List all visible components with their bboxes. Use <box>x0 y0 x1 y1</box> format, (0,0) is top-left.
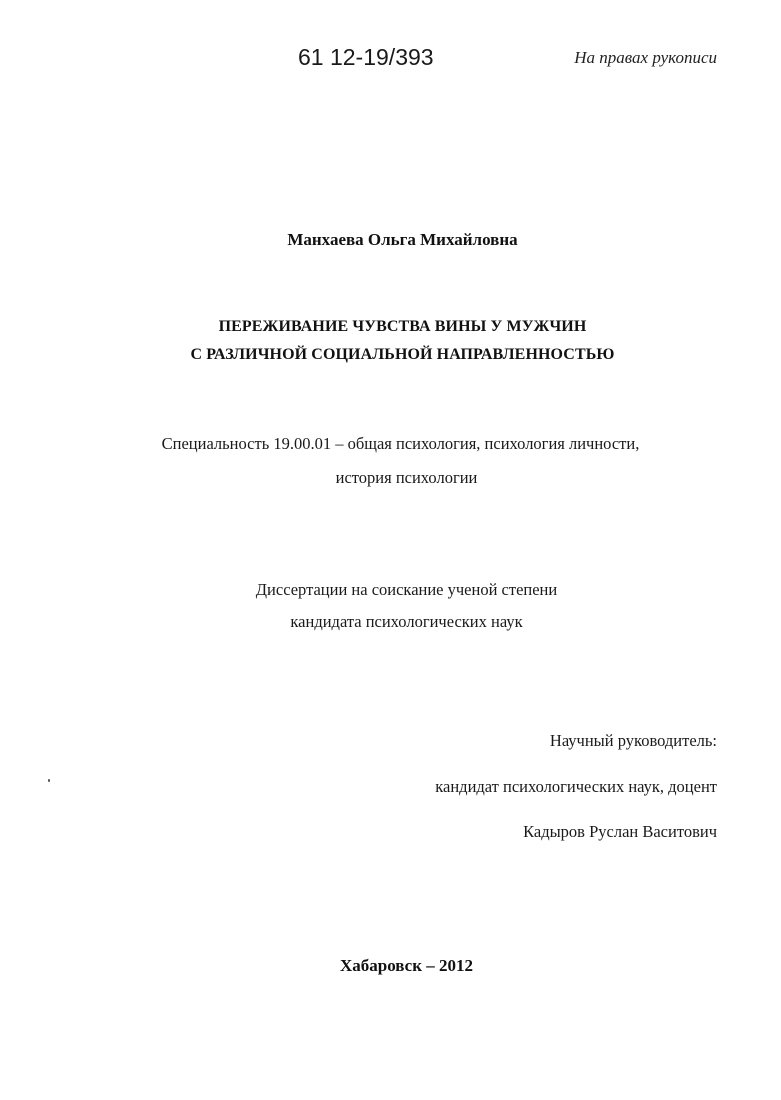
scan-speck <box>48 779 50 782</box>
degree-line-1: Диссертации на соискание ученой степени <box>255 580 558 599</box>
supervisor-title: кандидат психологических наук, доцент <box>435 777 717 796</box>
specialty-line-1: Специальность 19.00.01 – общая психология, психология личности, <box>161 434 640 453</box>
degree-line-2: кандидата психологических наук <box>290 612 523 631</box>
city-year: Хабаровск – 2012 <box>339 956 474 975</box>
specialty-line-2: история психологии <box>335 468 478 487</box>
rights-note: На правах рукописи <box>574 48 717 67</box>
registration-number: 61 12-19/393 <box>298 44 434 70</box>
author-name: Манхаева Ольга Михайловна <box>287 230 518 249</box>
thesis-title-line-1: ПЕРЕЖИВАНИЕ ЧУВСТВА ВИНЫ У МУЖЧИН <box>218 318 587 335</box>
supervisor-name: Кадыров Руслан Васитович <box>523 822 717 841</box>
supervisor-label: Научный руководитель: <box>549 731 717 750</box>
thesis-title-line-2: С РАЗЛИЧНОЙ СОЦИАЛЬНОЙ НАПРАВЛЕННОСТЬЮ <box>190 346 615 363</box>
